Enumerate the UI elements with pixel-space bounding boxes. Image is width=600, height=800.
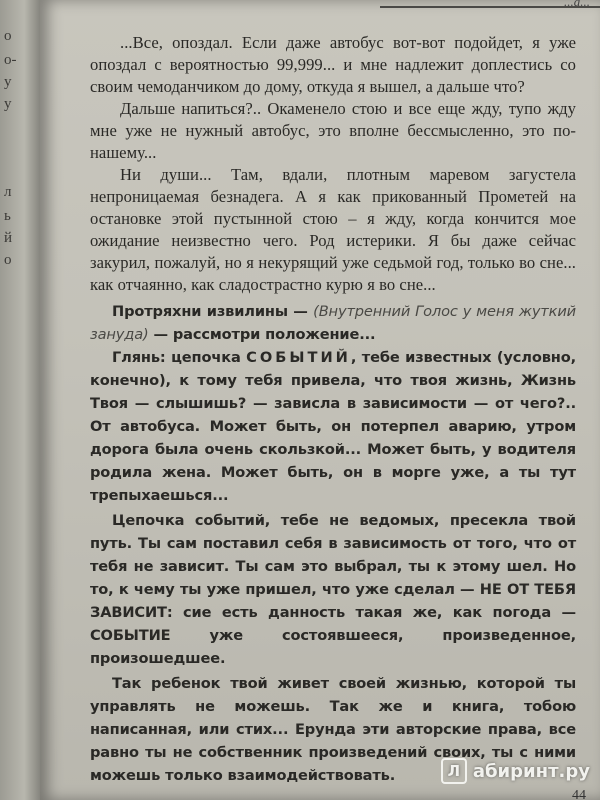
prev-page-fragment: о	[4, 28, 12, 44]
narrative-section	[90, 32, 576, 296]
prev-page-fragment: й	[4, 230, 13, 246]
prev-page-fragment: л	[4, 184, 12, 200]
prev-page-fragment: у	[4, 74, 12, 90]
page-number: 44	[572, 788, 586, 800]
paragraph-lead: Глянь: цепочка	[112, 349, 247, 366]
prev-page-fragment: у	[4, 96, 12, 112]
watermark-text: абиринт.ру	[472, 760, 590, 782]
running-header: ...а...	[564, 0, 590, 9]
paragraph-tail: — рассмотри положение...	[148, 326, 376, 343]
paragraph: Цепочка событий, тебе не ведомых, пресекла твой путь. Ты сам поставил себя в зависимость от того, что от тебя не зависит. Ты сам это выбрал, ты к этому шел. Но то, к чему ты уже пришел, что уже сделал — НЕ ОТ ТЕБЯ ЗАВИСИТ: сие есть данность такая же, как погода — СОБЫТИЕ уже состоявшееся, произведенное, произошедшее.	[90, 512, 576, 667]
paragraph: ...Все, опоздал. Если даже автобус вот-вот подойдет, я уже опоздал с вероятностью 99,999... и мне надлежит доплестись со своим чемоданчиком до дому, откуда я вышел, а дальше что?	[90, 33, 576, 96]
inner-voice-section	[90, 300, 576, 787]
parenthetical-aside: (Внутренний Голос у меня жуткий зануда)	[90, 303, 576, 343]
paragraph: Дальше напиться?.. Окаменело стою и все еще жду, тупо жду мне уже не нужный автобус, это вполне бессмысленно, это по-нашему...	[90, 99, 576, 162]
previous-page-edge	[0, 0, 44, 800]
paragraph-lead: Протряхни извилины —	[112, 303, 314, 320]
prev-page-fragment: о-	[4, 52, 17, 68]
paragraph: Ни души... Там, вдали, плотным маревом загустела непроницаемая безнадега. А я как прикованный Прометей на остановке этой пустынной стою – я жду, когда кончится мое ожидание неизвестно чего. Род истерики. Я бы даже сейчас закурил, пожалуй, но я некурящий уже седьмой год, только во сне... как отчаянно, как сладострастно курю я во сне...	[90, 165, 576, 294]
prev-page-fragment: ь	[4, 208, 11, 224]
page-body	[90, 32, 576, 787]
paragraph	[90, 346, 576, 507]
paragraph-tail: , тебе известных (условно, конечно), к тому тебя привела, что твоя жизнь, Жизнь Твоя — слышишь? — зависла в зависимости — от чего?.. От автобуса. Может быть, он потерпел аварию, утром дорога была очень скользкой... Может быть, у водителя родила жена. Может быть, он в морге уже, а ты тут трепыхаешься...	[90, 349, 576, 504]
spaced-emphasis: СОБЫТИЙ	[246, 349, 351, 366]
watermark	[441, 758, 590, 784]
paragraph: Так ребенок твой живет своей жизнью, которой ты управлять не можешь. Так же и книга, тобою написанная, или стих... Ерунда эти авторские права, все равно ты не собственник произведений своих, ты с ними можешь только взаимодействовать.	[90, 675, 576, 784]
labyrinth-logo-icon: Л	[441, 758, 467, 784]
prev-page-fragment: о	[4, 252, 12, 268]
paragraph	[90, 300, 576, 346]
book-page	[40, 0, 600, 800]
